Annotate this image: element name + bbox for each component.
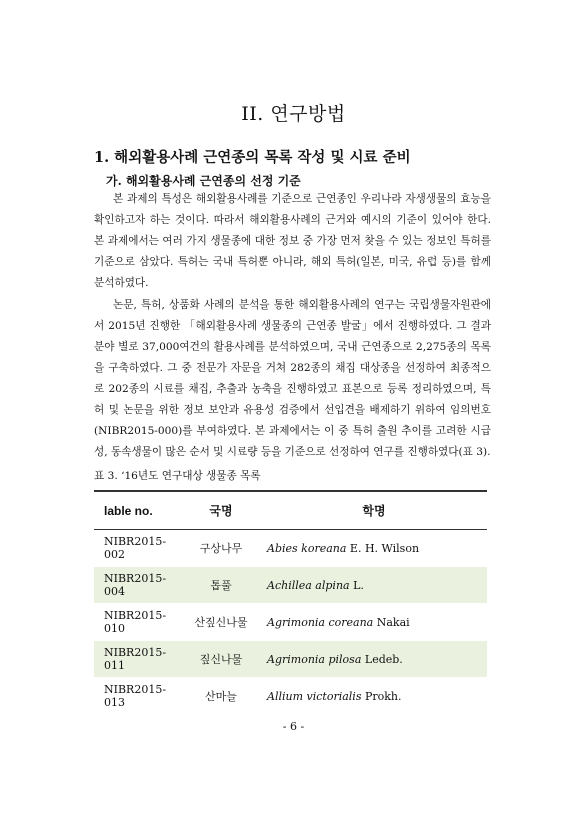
cell-scientific-name [261,678,487,715]
cell-korean-name: 구상나무 [181,530,261,567]
table-header-row [94,491,487,530]
table-row [94,567,487,604]
header-korean-name: 국명 [209,504,233,518]
table-row [94,641,487,678]
cell-scientific-name [261,641,487,678]
page-number: - 6 - [282,720,305,733]
cell-label: NIBR2015-004 [94,567,181,604]
author: Nakai [373,615,410,629]
subsection-title: 가. 해외활용사례 근연종의 선정 기준 [106,174,301,188]
cell-label: NIBR2015-010 [94,604,181,641]
author: Prokh. [361,689,402,703]
genus-species: Achillea alpina [267,578,350,592]
author: E. H. Wilson [346,541,420,555]
section-title: 1. 해외활용사례 근연종의 목록 작성 및 시료 준비 [94,149,411,166]
cell-korean-name: 톱풀 [181,567,261,604]
cell-label: NIBR2015-002 [94,530,181,567]
author: Ledeb. [361,652,403,666]
cell-scientific-name [261,604,487,641]
genus-species: Agrimonia pilosa [267,652,362,666]
chapter-title: II. 연구방법 [241,103,346,125]
table-caption: 표 3. ‘16년도 연구대상 생물종 목록 [94,470,261,482]
paragraph-2: 논문, 특허, 상품화 사례의 분석을 통한 해외활용사례의 연구는 국립생물자원관에서 2015년 진행한 「해외활용사례 생물종의 근연종 발굴」에서 진행하였다. 그 결과 분야 별로 37,000여건의 활용사례를 분석하였으며, 국내 근연종으로 2,275종의 목록을 구축하였다. 그 중 전문가 자문을 거쳐 282종의 채집 대상종을 선정하여 최종적으로 202종의 시료를 채집, 추출과 농축을 진행하였고 표본으로 등록 정리하였으며, 특허 및 논문을 위한 정보 보안과 유용성 검증에서 선입견을 배제하기 위하여 임의번호(NIBR2015-000)를 부여하였다. 본 과제에서는 이 중 특허 출원 추이를 고려한 시급성, 동속생물이 많은 순서 및 시료량 등을 기준으로 선정하여 연구를 진행하였다(표 3). [94,299,491,458]
cell-label: NIBR2015-013 [94,678,181,715]
table-row [94,530,487,567]
cell-korean-name: 짚신나물 [181,641,261,678]
cell-scientific-name [261,530,487,567]
genus-species: Agrimonia coreana [267,615,374,629]
species-table [94,490,487,715]
header-scientific-name: 학명 [362,504,386,518]
genus-species: Allium victorialis [267,689,362,703]
table-row [94,604,487,641]
cell-scientific-name [261,567,487,604]
cell-korean-name: 산마늘 [181,678,261,715]
paragraph-1: 본 과제의 특성은 해외활용사례를 기준으로 근연종인 우리나라 자생생물의 효능을 확인하고자 하는 것이다. 따라서 해외활용사례의 근거와 예시의 기준이 있어야 한다. 본 과제에서는 여러 가지 생물종에 대한 정보 중 가장 먼저 찾을 수 있는 정보인 특허를 기준으로 삼았다. 특허는 국내 특허뿐 아니라, 해외 특허(일본, 미국, 유럽 등)를 함께 분석하였다. [94,193,491,289]
cell-label: NIBR2015-011 [94,641,181,678]
table-row [94,678,487,715]
cell-korean-name: 산짚신나물 [181,604,261,641]
header-label-no: lable no. [104,503,153,518]
author: L. [349,578,364,592]
genus-species: Abies koreana [267,541,347,555]
